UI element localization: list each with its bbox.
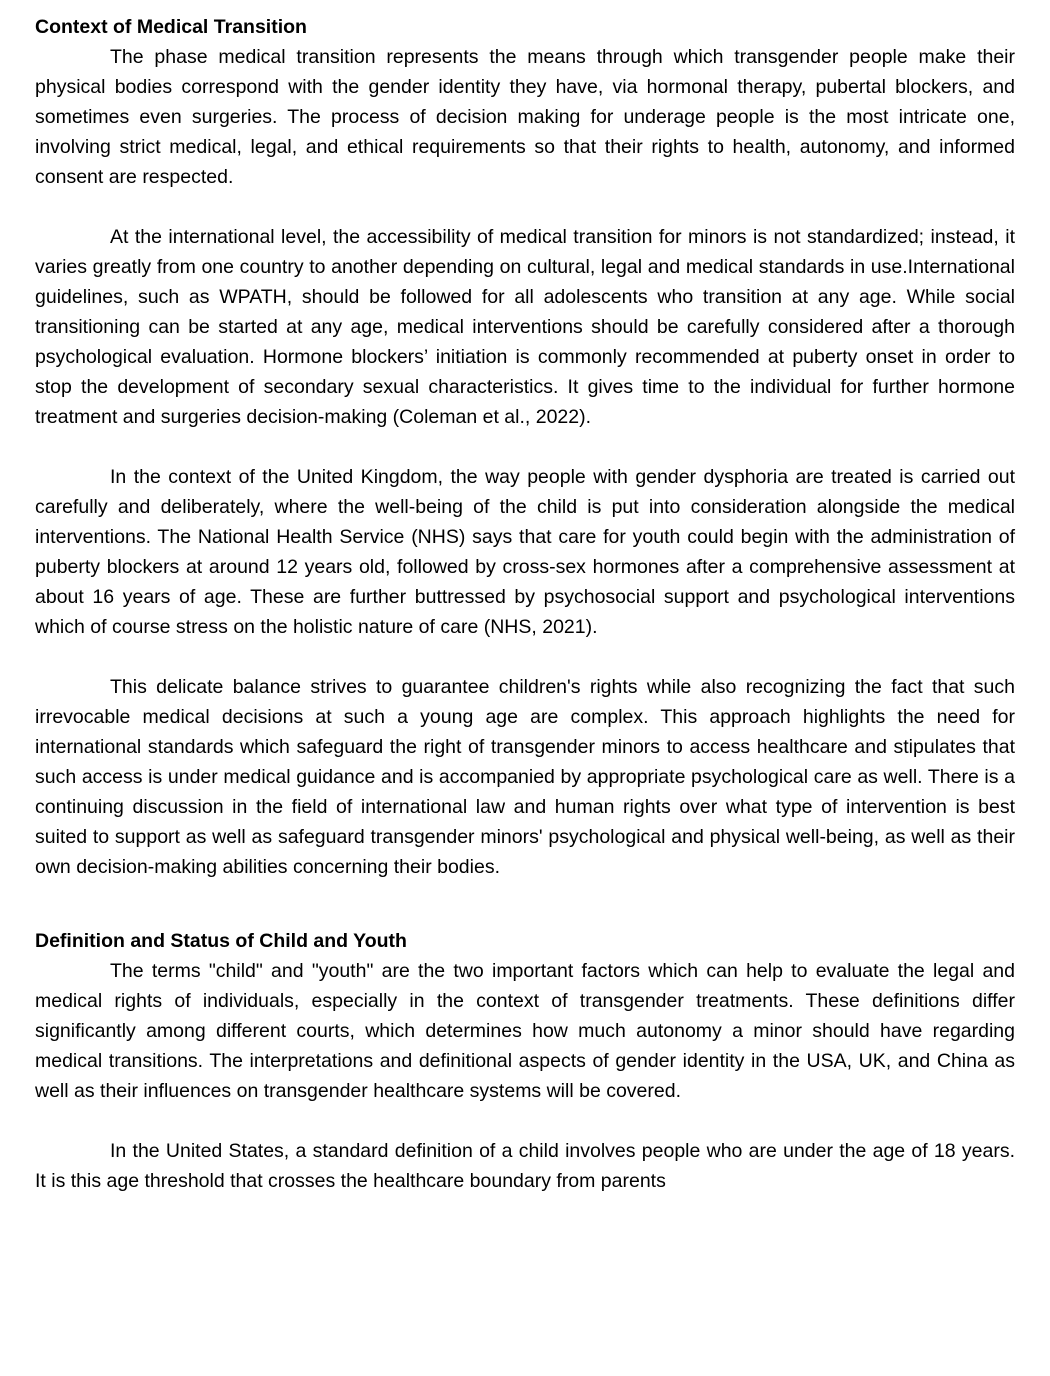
section-definition-and-status-of-child-and-youth — [35, 926, 1015, 1196]
paragraph-terms-child-and-youth: The terms "child" and "youth" are the two important factors which can help to evaluate the legal and medical rights of individuals, especially in the context of transgender treatments. These definitions differ significantly among different courts, which determines how much autonomy a minor should have regarding medical transitions. The interpretations and definitional aspects of gender identity in the USA, UK, and China as well as their influences on transgender healthcare systems will be covered. — [35, 960, 1015, 1102]
paragraph-united-states-definition-cut-off: In the United States, a standard definition of a child involves people who are under the age of 18 years. It is this age threshold that crosses the healthcare boundary from parents — [35, 1140, 1015, 1192]
paragraph-united-kingdom-context: In the context of the United Kingdom, the way people with gender dysphoria are treated is carried out carefully and deliberately, where the well-being of the child is put into consideration alongside the medical interventions. The National Health Service (NHS) says that care for youth could begin with the administration of puberty blockers at around 12 years old, followed by cross-sex hormones after a comprehensive assessment at about 16 years of age. These are further buttressed by psychosocial support and psychological interventions which of course stress on the holistic nature of care (NHS, 2021). — [35, 466, 1015, 638]
section-context-of-medical-transition — [35, 12, 1015, 882]
paragraph-international-level: At the international level, the accessibility of medical transition for minors is not standardized; instead, it varies greatly from one country to another depending on cultural, legal and medical standards in use.International guidelines, such as WPATH, should be followed for all adolescents who transition at any age. While social transitioning can be started at any age, medical interventions should be carefully considered after a thorough psychological evaluation. Hormone blockers’ initiation is commonly recommended at puberty onset in order to stop the development of secondary sexual characteristics. It gives time to the individual for further hormone treatment and surgeries decision-making (Coleman et al., 2022). — [35, 226, 1015, 428]
paragraph-delicate-balance: This delicate balance strives to guarantee children's rights while also recognizing the fact that such irrevocable medical decisions at such a young age are complex. This approach highlights the need for international standards which safeguard the right of transgender minors to access healthcare and stipulates that such access is under medical guidance and is accompanied by appropriate psychological care as well. There is a continuing discussion in the field of international law and human rights over what type of intervention is best suited to support as well as safeguard transgender minors' psychological and physical well-being, as well as their own decision-making abilities concerning their bodies. — [35, 676, 1015, 878]
paragraph-medical-transition-overview: The phase medical transition represents the means through which transgender people make their physical bodies correspond with the gender identity they have, via hormonal therapy, pubertal blockers, and sometimes even surgeries. The process of decision making for underage people is the most intricate one, involving strict medical, legal, and ethical requirements so that their rights to health, autonomy, and informed consent are respected. — [35, 46, 1015, 188]
section-heading-definition-and-status: Definition and Status of Child and Youth — [35, 930, 407, 952]
section-heading-context-of-medical-transition: Context of Medical Transition — [35, 16, 307, 38]
